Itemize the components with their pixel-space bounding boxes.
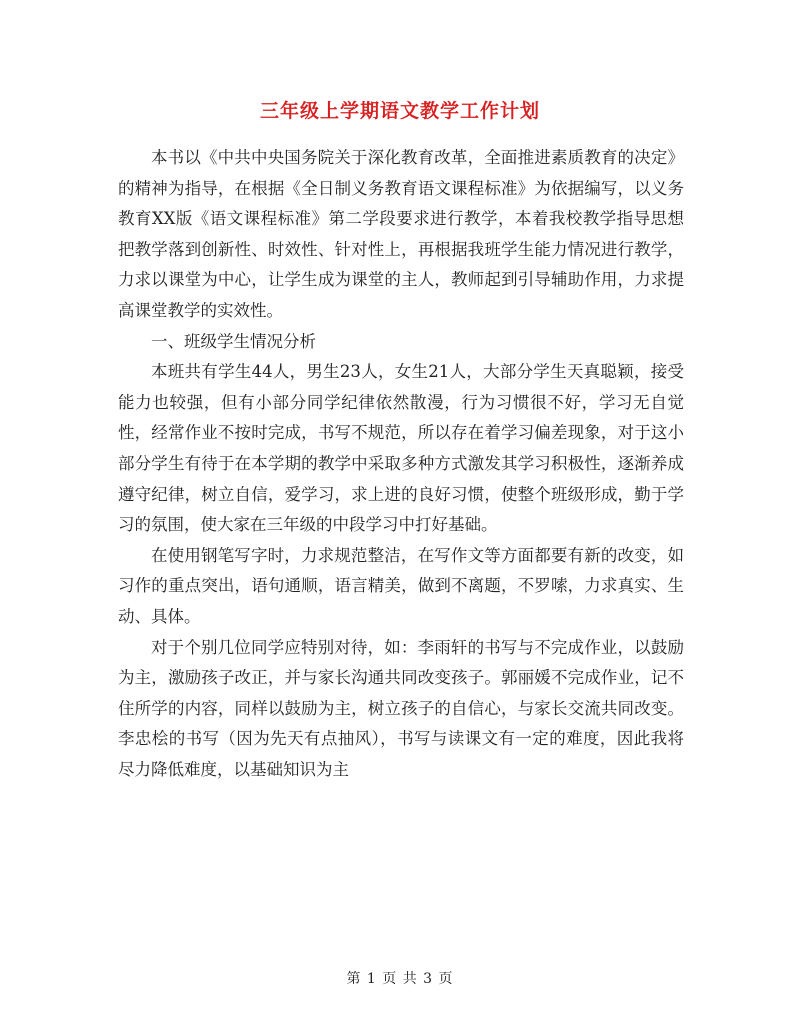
paragraph-individual-students: 对于个别几位同学应特别对待，如：李雨轩的书写与不完成作业，以鼓励为主，激励孩子改正，并与家长沟通共同改变孩子。郭丽媛不完成作业，记不住所学的内容，同样以鼓励为主，树立孩子的自信心，与家长交流共同改变。李忠桧的书写（因为先天有点抽风），书写与读课文有一定的难度，因此我将尽力降低难度，以基础知识为主 [118, 637, 684, 779]
document-body [118, 143, 684, 785]
document-title: 三年级上学期语文教学工作计划 [259, 100, 540, 122]
page-number-footer: 第 1 页 共 3 页 [346, 971, 454, 987]
section-heading-class-analysis: 一、班级学生情况分析 [151, 331, 316, 351]
paragraph-writing: 在使用钢笔写字时，力求规范整洁，在写作文等方面都要有新的改变，如习作的重点突出，语句通顺，语言精美，做到不离题，不罗嗦，力求真实、生动、具体。 [118, 545, 684, 626]
paragraph-class-situation: 本班共有学生44人，男生23人，女生21人，大部分学生天真聪颖，接受能力也较强，但有小部分同学纪律依然散漫，行为习惯很不好，学习无自觉性，经常作业不按时完成，书写不规范，所以存在着学习偏差现象，对于这小部分学生有待于在本学期的教学中采取多种方式激发其学习积极性，逐渐养成遵守纪律，树立自信，爱学习，求上进的良好习惯，使整个班级形成，勤于学习的氛围，使大家在三年级的中段学习中打好基础。 [118, 362, 684, 535]
paragraph-intro: 本书以《中共中央国务院关于深化教育改革，全面推进素质教育的决定》的精神为指导，在根据《全日制义务教育语文课程标准》为依据编写，以义务教育XX版《语文课程标准》第二学段要求进行教学，本着我校教学指导思想把教学落到创新性、时效性、针对性上，再根据我班学生能力情况进行教学，力求以课堂为中心，让学生成为课堂的主人，教师起到引导辅助作用，力求提高课堂教学的实效性。 [118, 148, 684, 320]
